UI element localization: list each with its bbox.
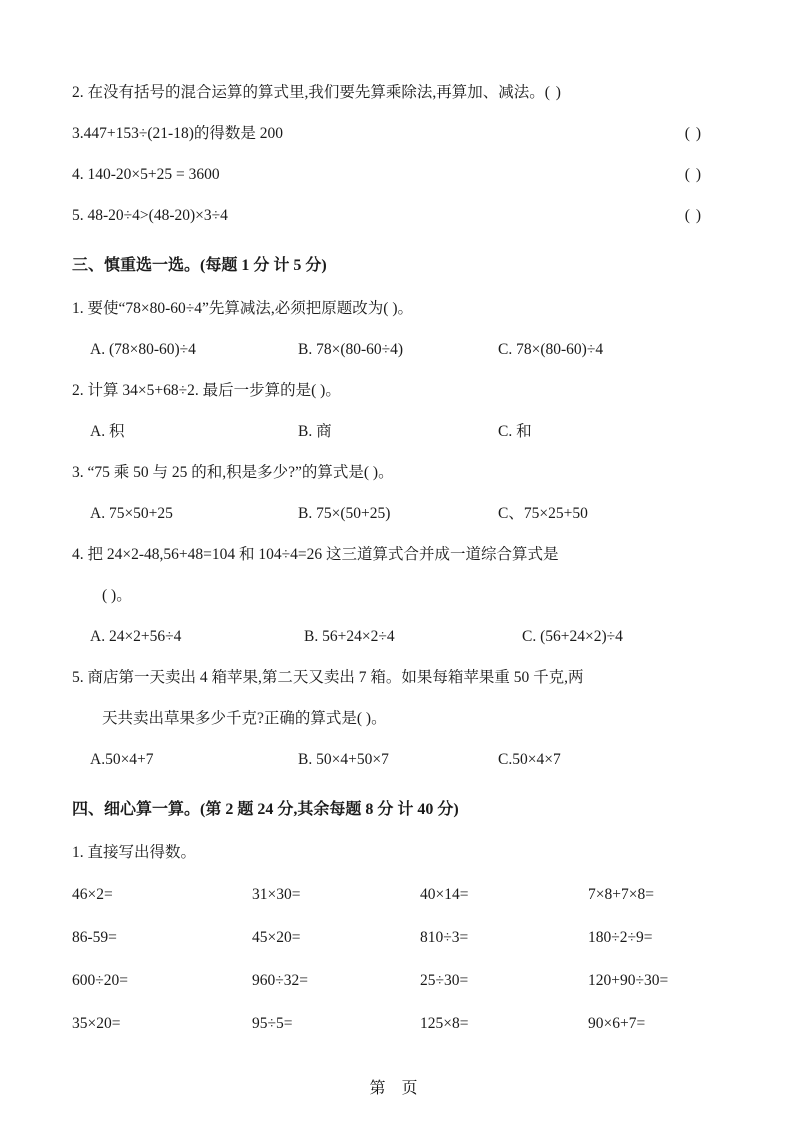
calc-problem[interactable]: 25÷30= (420, 972, 469, 989)
calc-problem[interactable]: 125×8= (420, 1015, 469, 1032)
calc-problem[interactable]: 90×6+7= (588, 1015, 646, 1032)
question-stem-continued[interactable]: 天共卖出草果多少千克?正确的算式是( )。 (102, 710, 387, 727)
choice-option-c[interactable]: C. (56+24×2)÷4 (522, 628, 623, 645)
true-false-text: 3.447+153÷(21-18)的得数是 200 (72, 125, 283, 142)
calc-problem[interactable]: 40×14= (420, 886, 469, 903)
calc-problem[interactable]: 31×30= (252, 886, 301, 903)
page-content (72, 72, 720, 1045)
choice-option-a[interactable]: A.50×4+7 (90, 751, 154, 768)
true-false-item (72, 113, 720, 154)
calc-problem[interactable]: 600÷20= (72, 972, 128, 989)
calc-problem[interactable]: 95÷5= (252, 1015, 293, 1032)
choice-row (72, 616, 720, 657)
choice-option-b[interactable]: B. 75×(50+25) (298, 505, 391, 522)
choice-row (72, 739, 720, 780)
true-false-text: 2. 在没有括号的混合运算的算式里,我们要先算乘除法,再算加、减法。 (72, 84, 545, 101)
calc-problem[interactable]: 45×20= (252, 929, 301, 946)
calc-problem[interactable]: 46×2= (72, 886, 113, 903)
true-false-text: 5. 48-20÷4>(48-20)×3÷4 (72, 207, 228, 224)
answer-blank[interactable]: ( ) (684, 166, 702, 183)
true-false-text: 4. 140-20×5+25 = 3600 (72, 166, 220, 183)
choice-option-c[interactable]: C. 78×(80-60)÷4 (498, 341, 604, 358)
choice-option-c[interactable]: C.50×4×7 (498, 751, 561, 768)
calc-problem[interactable]: 35×20= (72, 1015, 121, 1032)
choice-option-a[interactable]: A. 24×2+56÷4 (90, 628, 182, 645)
choice-option-b[interactable]: B. 商 (298, 423, 332, 440)
answer-blank[interactable]: ( ) (684, 125, 702, 142)
choice-option-c[interactable]: C、75×25+50 (498, 505, 588, 522)
true-false-item (72, 72, 720, 113)
question-stem: 5. 商店第一天卖出 4 箱苹果,第二天又卖出 7 箱。如果每箱苹果重 50 千克,两 (72, 669, 584, 686)
calculation-grid (72, 873, 720, 1045)
true-false-item (72, 195, 720, 236)
true-false-item (72, 154, 720, 195)
question-stem: 4. 把 24×2-48,56+48=104 和 104÷4=26 这三道算式合并成一道综合算式是 (72, 546, 559, 563)
calc-problem[interactable]: 120+90÷30= (588, 972, 669, 989)
choice-option-b[interactable]: B. 56+24×2÷4 (304, 628, 395, 645)
choice-option-c[interactable]: C. 和 (498, 423, 532, 440)
section-heading-three: 三、慎重选一选。(每题 1 分 计 5 分) (72, 257, 327, 274)
calc-problem[interactable]: 7×8+7×8= (588, 886, 654, 903)
question-stem: 2. 计算 34×5+68÷2. 最后一步算的是( )。 (72, 382, 341, 399)
section-heading-four: 四、细心算一算。(第 2 题 24 分,其余每题 8 分 计 40 分) (72, 801, 459, 818)
calc-problem[interactable]: 86-59= (72, 929, 117, 946)
choice-option-b[interactable]: B. 78×(80-60÷4) (298, 341, 404, 358)
answer-blank[interactable]: ( ) (684, 207, 702, 224)
choice-row (72, 411, 720, 452)
page-footer: 第 页 (369, 1080, 424, 1097)
subquestion-label: 1. 直接写出得数。 (72, 844, 197, 861)
choice-row (72, 493, 720, 534)
choice-option-a[interactable]: A. (78×80-60)÷4 (90, 341, 196, 358)
calc-problem[interactable]: 810÷3= (420, 929, 469, 946)
calc-problem[interactable]: 180÷2÷9= (588, 929, 653, 946)
question-stem: 3. “75 乘 50 与 25 的和,积是多少?”的算式是( )。 (72, 464, 394, 481)
choice-option-a[interactable]: A. 积 (90, 423, 125, 440)
question-stem: 1. 要使“78×80-60÷4”先算减法,必须把原题改为( )。 (72, 300, 413, 317)
choice-option-b[interactable]: B. 50×4+50×7 (298, 751, 389, 768)
choice-row (72, 329, 720, 370)
question-stem-continued[interactable]: ( )。 (102, 587, 132, 604)
choice-option-a[interactable]: A. 75×50+25 (90, 505, 173, 522)
calc-problem[interactable]: 960÷32= (252, 972, 308, 989)
answer-blank[interactable]: ( ) (544, 84, 562, 101)
